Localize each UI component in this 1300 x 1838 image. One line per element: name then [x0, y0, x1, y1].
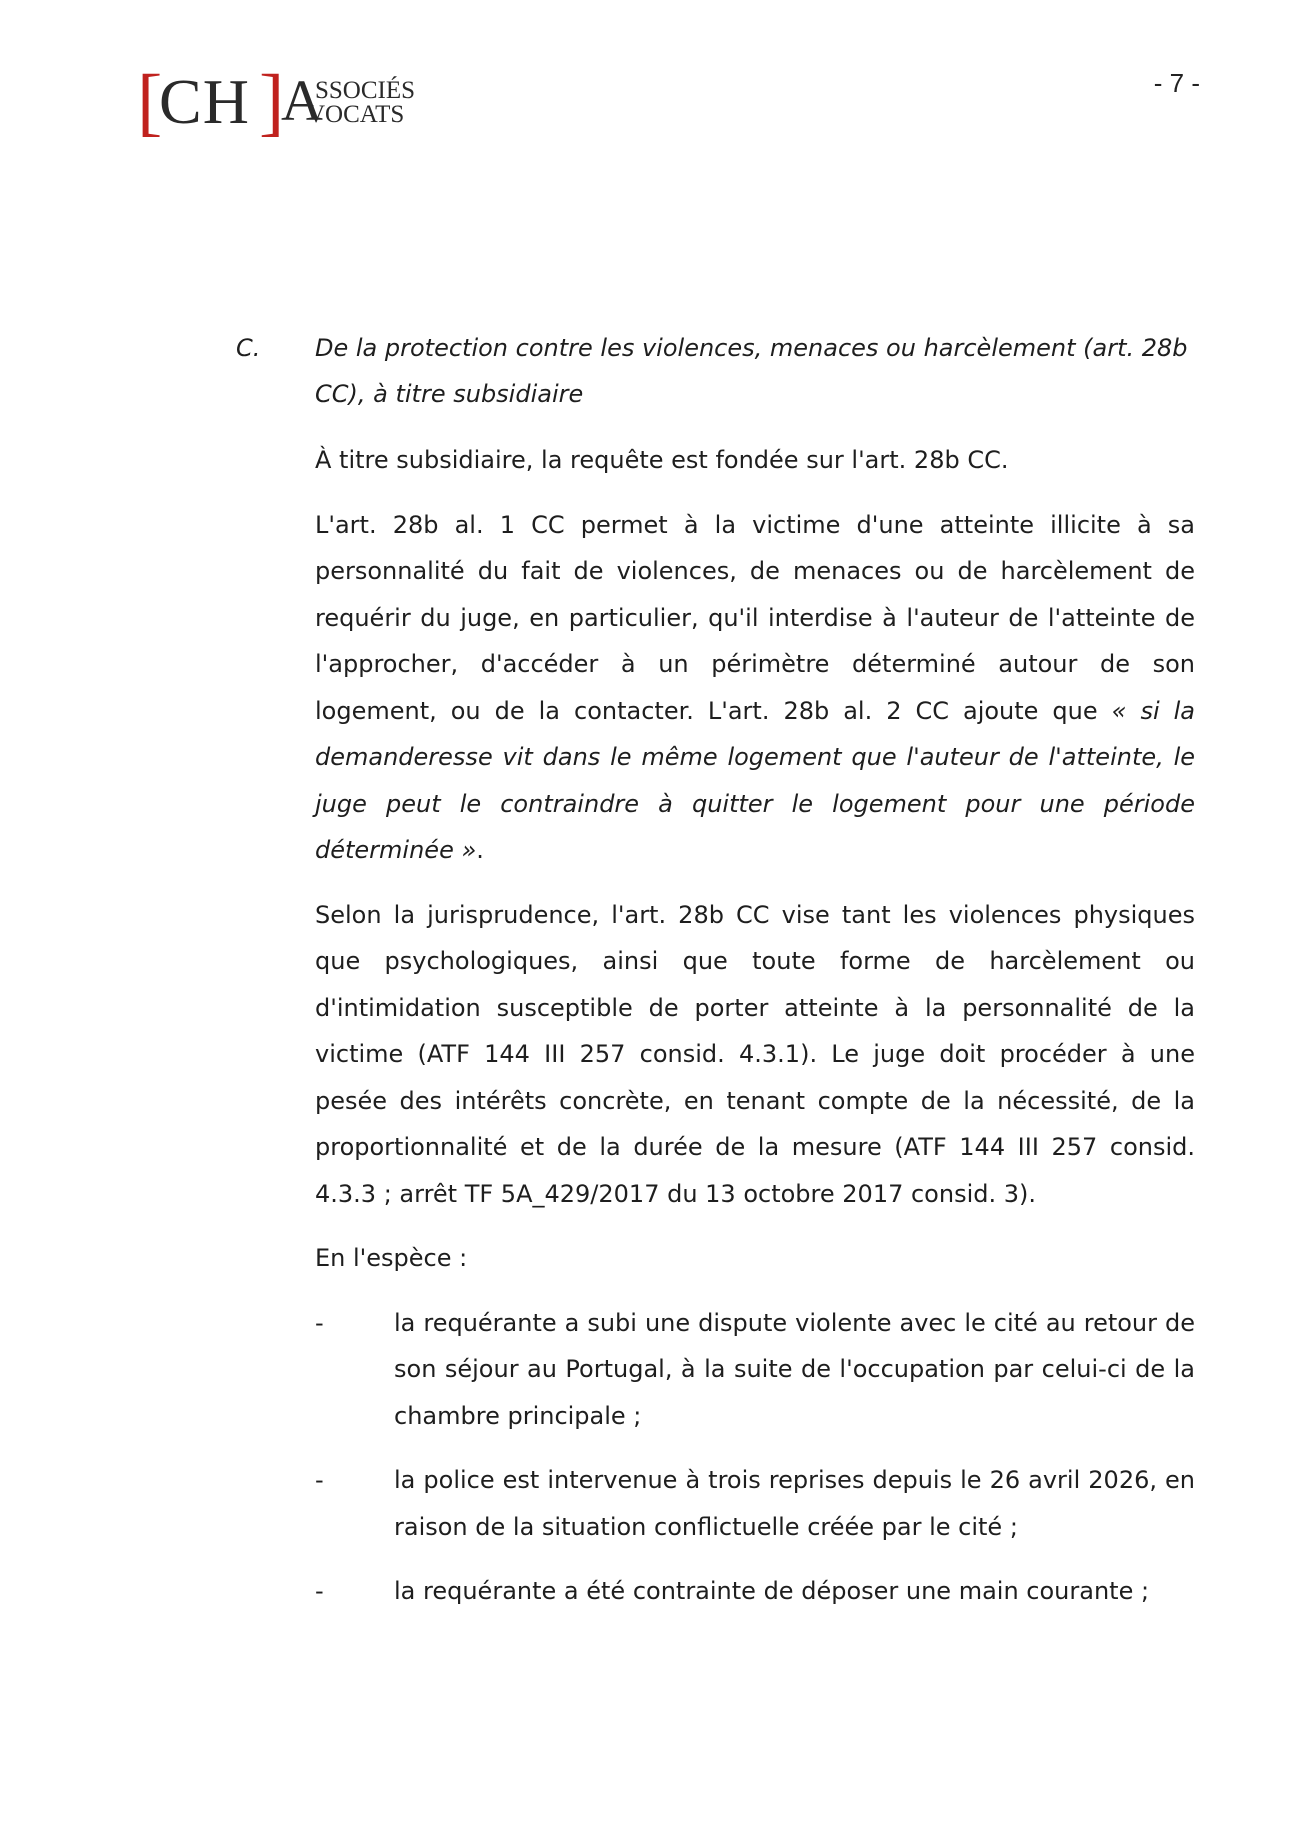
- firm-logo: [137, 60, 417, 144]
- bullet-dash: -: [315, 1466, 324, 1494]
- paragraph-jurisprudence: Selon la jurisprudence, l'art. 28b CC vise tant les violences physiques que psychologiques, ainsi que toute forme de harcèlement ou d'intimidation susceptible de porter atteinte à la personnalité de la victime (ATF 144 III 257 consid. 4.3.1). Le juge doit procéder à une pesée des intérêts concrète, en tenant compte de la nécessité, de la proportionnalité et de la durée de la mesure (ATF 144 III 257 consid. 4.3.3 ; arrêt TF 5A_429/2017 du 13 octobre 2017 consid. 3).: [315, 900, 1195, 1208]
- section-title: De la protection contre les violences, menaces ou harcèlement (art. 28b CC), à titre subsidiaire: [315, 334, 1188, 408]
- section-heading: [236, 325, 1196, 417]
- list-item: [315, 1568, 1195, 1615]
- page-number: - 7 -: [1153, 68, 1200, 98]
- bullet-text: la police est intervenue à trois reprises depuis le 26 avril 2026, en raison de la situation conflictuelle créée par le cité ;: [394, 1466, 1195, 1541]
- logo-word-avocats: VOCATS: [307, 101, 405, 128]
- logo-bracket-open: [: [137, 60, 163, 144]
- list-item: [315, 1300, 1195, 1440]
- paragraph-intro: À titre subsidiaire, la requête est fondée sur l'art. 28b CC.: [315, 446, 1009, 474]
- bullet-dash: -: [315, 1577, 324, 1605]
- section-letter: C.: [236, 334, 261, 362]
- section-c: [236, 325, 1196, 1615]
- paragraph-en-espece: En l'espèce :: [315, 1244, 468, 1272]
- bullet-text: la requérante a subi une dispute violente avec le cité au retour de son séjour au Portugal, à la suite de l'occupation par celui-ci de la chambre principale ;: [394, 1308, 1195, 1430]
- paragraph-art-28b-end: .: [476, 836, 484, 864]
- list-item: [315, 1457, 1195, 1550]
- bullet-dash: -: [315, 1308, 324, 1337]
- bullet-text: la requérante a été contrainte de déposer une main courante ;: [394, 1577, 1150, 1605]
- logo-word-associes: SSOCIÉS: [315, 77, 416, 104]
- paragraph-art-28b: [315, 502, 1195, 874]
- paragraph-art-28b-text: L'art. 28b al. 1 CC permet à la victime d'une atteinte illicite à sa personnalité du fait de violences, de menaces ou de harcèlement de requérir du juge, en particulier, qu'il interdise à l'auteur de l'atteinte de l'approcher, d'accéder à un périmètre déterminé autour de son logement, ou de la contacter. L'art. 28b al. 2 CC ajoute que: [315, 510, 1195, 725]
- logo-letters: CH: [159, 66, 250, 137]
- logo-bracket-close: ]: [259, 60, 285, 144]
- quoted-provision: « si la demanderesse vit dans le même logement que l'auteur de l'atteinte, le juge peut le contraindre à quitter le logement pour une période déterminée »: [315, 696, 1195, 864]
- logo-initial: A: [281, 68, 323, 133]
